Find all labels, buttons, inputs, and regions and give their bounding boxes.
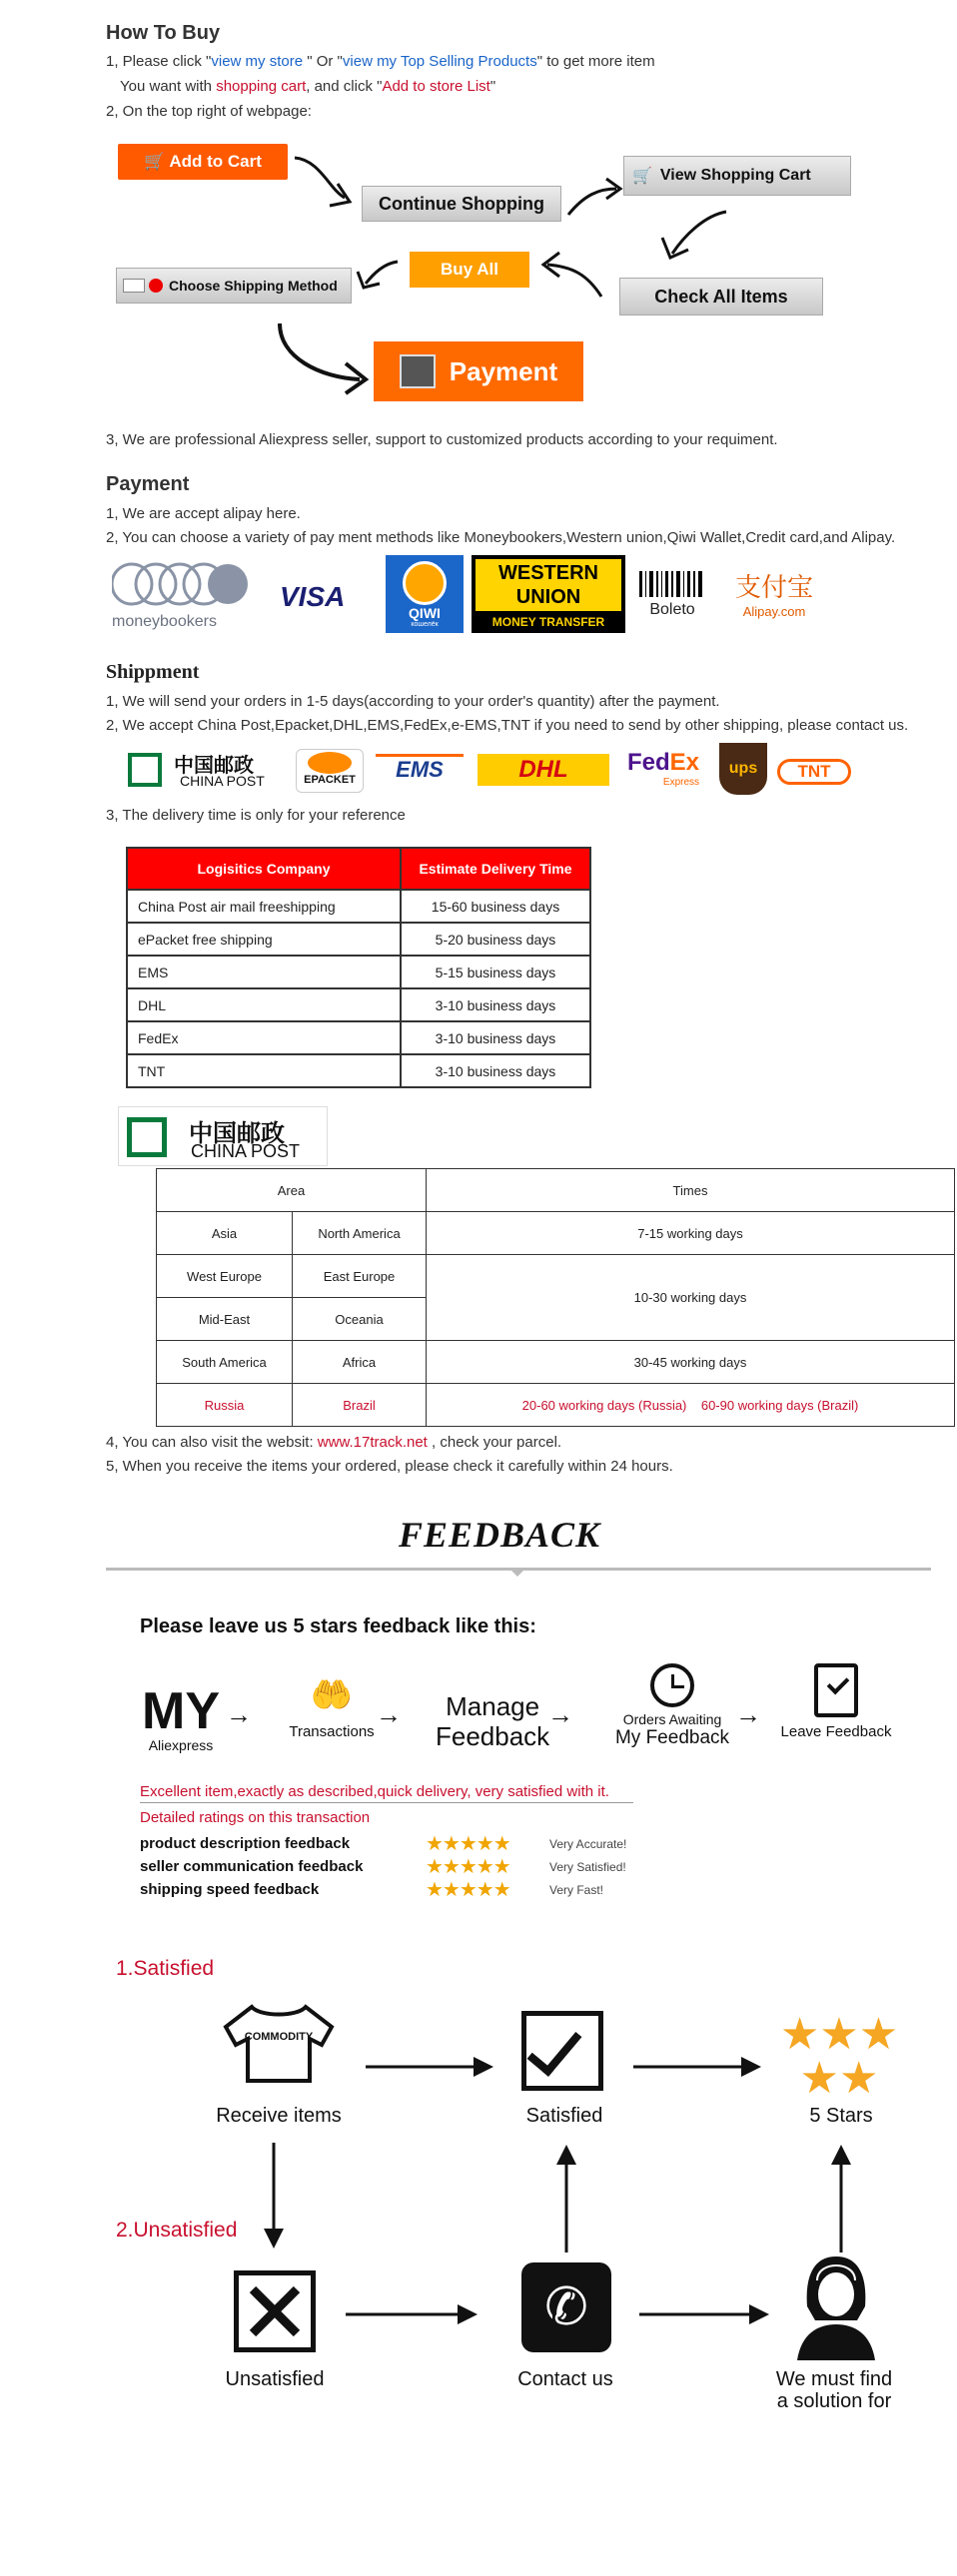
divider-notch-icon — [509, 1569, 525, 1577]
shipment-line4 — [106, 1434, 561, 1451]
payment-line1: 1, We are accept alipay here. — [106, 505, 301, 522]
line2-text-c: " — [489, 78, 496, 95]
table-row — [157, 1341, 955, 1384]
my-aliexpress-step — [142, 1682, 220, 1753]
western-union-logo — [472, 555, 625, 633]
fedex-logo — [627, 749, 699, 788]
table-header-company: Logisitics Company — [127, 848, 401, 890]
qiwi-logo — [386, 555, 464, 633]
dhl-logo: DHL — [478, 754, 609, 786]
buy-all-button[interactable]: Buy All — [410, 252, 529, 288]
tshirt-icon — [212, 2001, 346, 2085]
unsatisfied-label: Unsatisfied — [225, 2368, 325, 2390]
arrow-right-icon — [639, 2302, 773, 2326]
table-row — [127, 956, 590, 988]
arrow-right-icon: → — [735, 1699, 761, 1729]
payment-label: Payment — [449, 355, 558, 386]
fedex-text-b: Ex — [669, 749, 700, 776]
china-post-emblem-icon — [128, 753, 162, 787]
feedback-title: FEEDBACK — [398, 1515, 601, 1555]
arrow-up-icon — [829, 2143, 853, 2253]
moneybookers-text: moneybookers — [112, 613, 217, 630]
two-stars-icon: ★★ — [799, 2054, 879, 2103]
table-header-times: Times — [427, 1169, 955, 1212]
curved-arrow-icon — [537, 245, 607, 305]
table-cell: East Europe — [293, 1255, 427, 1298]
china-post-cn: 中国邮政 — [174, 755, 254, 777]
continue-shopping-button[interactable]: Continue Shopping — [362, 186, 561, 222]
five-stars-icon: ★★★★★ — [426, 1833, 510, 1855]
china-post-cn-large: 中国邮政 — [189, 1120, 285, 1147]
satisfied-label: Satisfied — [525, 2105, 603, 2127]
table-cell: 3-10 business days — [401, 1054, 590, 1087]
rating-value: Very Satisfied! — [549, 1860, 626, 1874]
curved-arrow-icon — [354, 254, 404, 294]
manage-text-2: Feedback — [436, 1721, 550, 1751]
view-shopping-cart-button[interactable] — [623, 156, 851, 196]
add-to-cart-button[interactable] — [118, 144, 288, 180]
view-store-link[interactable]: view my store — [211, 53, 304, 70]
orders-awaiting-step — [603, 1663, 741, 1749]
table-cell: Africa — [293, 1341, 427, 1384]
table-row — [127, 1054, 590, 1087]
table-row — [157, 1169, 955, 1212]
unsatisfied-title: 2.Unsatisfied — [116, 2219, 238, 2242]
rating-row — [140, 1879, 659, 1902]
ratings-list — [140, 1833, 659, 1902]
table-cell: ePacket free shipping — [127, 923, 401, 956]
solution-label — [759, 2368, 909, 2412]
table-cell: TNT — [127, 1054, 401, 1087]
add-to-store-list-link[interactable]: Add to store List — [382, 78, 490, 95]
shipment-line5: 5, When you receive the items your ordered, please check it carefully within 24 hours. — [106, 1458, 673, 1475]
table-cell: South America — [157, 1341, 293, 1384]
shipment-line1: 1, We will send your orders in 1-5 days(according to your order's quantity) after the payment. — [106, 693, 720, 710]
line4-text-a: 4, You can also visit the websit: — [106, 1434, 318, 1451]
table-row — [127, 923, 590, 956]
contact-us-label[interactable]: Contact us — [517, 2368, 613, 2390]
table-cell: Russia — [157, 1384, 293, 1427]
table-cell: Brazil — [293, 1384, 427, 1427]
table-row — [127, 1021, 590, 1054]
table-cell: China Post air mail freeshipping — [127, 890, 401, 923]
china-post-logo — [128, 749, 278, 793]
feedback-prompt: Please leave us 5 stars feedback like this: — [140, 1615, 536, 1637]
five-stars-graphic — [777, 2010, 901, 2103]
china-post-header-logo — [118, 1106, 328, 1166]
table-header-time: Estimate Delivery Time — [401, 848, 590, 890]
detailed-ratings: Detailed ratings on this transaction — [140, 1809, 371, 1826]
table-row — [157, 1384, 955, 1427]
shipment-line2: 2, We accept China Post,Epacket,DHL,EMS,FedEx,e-EMS,TNT if you need to send by other shipping, please contact us. — [106, 717, 909, 734]
support-agent-icon — [791, 2251, 881, 2360]
alipay-cn-text: 支付宝 — [735, 573, 814, 603]
transactions-text: Transactions — [289, 1723, 375, 1740]
checkbox-checked-icon — [521, 2011, 603, 2091]
table-cell: 10-30 working days — [427, 1255, 955, 1341]
arrow-right-icon — [346, 2302, 481, 2326]
x-box-icon — [234, 2270, 316, 2352]
table-row — [157, 1212, 955, 1255]
excellent-review — [140, 1783, 633, 1803]
check-all-items-button[interactable]: Check All Items — [619, 278, 823, 316]
five-stars-icon: ★★★★★ — [426, 1856, 510, 1878]
visa-logo: VISA — [280, 581, 346, 612]
table-row — [127, 988, 590, 1021]
epacket-icon — [308, 752, 352, 774]
rating-label: seller communication feedback — [140, 1858, 364, 1875]
table-cell: West Europe — [157, 1255, 293, 1298]
payment-title: Payment — [106, 473, 190, 495]
my-text: MY — [142, 1682, 220, 1740]
transactions-step — [284, 1673, 380, 1740]
table-cell: North America — [293, 1212, 427, 1255]
alipay-en-text: Alipay.com — [742, 604, 806, 619]
choose-shipping-method-button[interactable] — [116, 268, 352, 304]
arrow-up-icon — [554, 2143, 578, 2253]
table-cell: Oceania — [293, 1298, 427, 1341]
how-to-buy-line1 — [106, 53, 655, 70]
excellent-text: Excellent item,exactly as described,quick delivery, very satisfied with it. — [140, 1783, 609, 1800]
ems-text: EMS — [396, 757, 444, 782]
qiwi-text: QIWI — [409, 605, 441, 621]
top-selling-link[interactable]: view my Top Selling Products — [342, 53, 537, 70]
wu-text-2: UNION — [515, 586, 581, 608]
china-post-emblem-icon — [127, 1117, 167, 1157]
17track-link[interactable]: www.17track.net — [317, 1434, 428, 1451]
cart-icon: 🛒 — [144, 152, 166, 171]
boleto-text: Boleto — [649, 601, 695, 618]
table-header-row — [127, 848, 590, 890]
china-post-en-large: CHINA POST — [191, 1141, 301, 1161]
rating-row — [140, 1856, 659, 1879]
how-to-buy-line3: 2, On the top right of webpage: — [106, 103, 312, 120]
choose-shipping-label: Choose Shipping Method — [169, 278, 338, 294]
aliexpress-text: Aliexpress — [148, 1737, 214, 1753]
commodity-step — [212, 2001, 346, 2111]
table-cell: 20-60 working days (Russia) 60-90 working days (Brazil) — [427, 1384, 955, 1427]
how-to-buy-title: How To Buy — [106, 22, 221, 44]
table-cell: 7-15 working days — [427, 1212, 955, 1255]
rating-label: product description feedback — [140, 1835, 351, 1852]
table-cell: FedEx — [127, 1021, 401, 1054]
three-stars-icon: ★★★ — [779, 2010, 899, 2059]
moneybookers-icon — [112, 559, 248, 609]
hand-money-icon: 🤲 — [310, 1676, 354, 1714]
orders-text-1: Orders Awaiting — [622, 1711, 722, 1727]
manage-text-1: Manage — [446, 1691, 540, 1721]
table-cell: DHL — [127, 988, 401, 1021]
visa-card-icon — [123, 279, 145, 293]
curved-arrow-icon — [654, 206, 734, 266]
arrow-right-icon — [366, 2055, 495, 2079]
table-cell: 5-20 business days — [401, 923, 590, 956]
wu-text-1: WESTERN — [498, 562, 598, 584]
wu-text-3: MONEY TRANSFER — [491, 615, 605, 629]
arrow-right-icon: → — [226, 1699, 252, 1729]
table-cell: 30-45 working days — [427, 1341, 955, 1384]
table-cell: 5-15 business days — [401, 956, 590, 988]
clipboard-check-icon — [814, 1663, 858, 1717]
ems-logo — [376, 747, 464, 793]
barcode-icon — [637, 571, 707, 597]
orders-text-2: My Feedback — [614, 1727, 730, 1748]
epacket-text: EPACKET — [304, 774, 356, 786]
line1-text-b: " Or " — [303, 53, 343, 70]
delivery-time-table — [126, 847, 591, 1088]
cash-register-icon — [400, 354, 436, 388]
line1-text-a: 1, Please click " — [106, 53, 212, 70]
epacket-logo — [296, 749, 364, 793]
qiwi-icon — [403, 561, 447, 605]
line2-text-a: You want with — [120, 78, 217, 95]
china-post-en: CHINA POST — [180, 773, 265, 789]
moneybookers-logo — [112, 559, 248, 631]
fedex-text-a: Fed — [627, 749, 670, 776]
clock-icon — [650, 1663, 694, 1707]
arrow-right-icon: → — [376, 1699, 402, 1729]
curved-arrow-icon — [270, 318, 380, 397]
table-cell: Mid-East — [157, 1298, 293, 1341]
fedex-sub: Express — [662, 777, 700, 788]
table-row — [157, 1255, 955, 1298]
five-stars-icon: ★★★★★ — [426, 1879, 510, 1901]
arrow-right-icon — [633, 2055, 763, 2079]
china-post-area-table — [156, 1168, 955, 1427]
boleto-logo — [635, 571, 709, 617]
alipay-logo — [735, 567, 813, 619]
leave-feedback-step — [771, 1663, 901, 1740]
cart-icon: 🛒 — [632, 168, 652, 185]
rating-row — [140, 1833, 659, 1856]
tnt-logo: TNT — [777, 759, 851, 785]
add-to-cart-label: Add to Cart — [169, 152, 262, 171]
table-row — [127, 890, 590, 923]
table-cell: EMS — [127, 956, 401, 988]
five-stars-label: 5 Stars — [809, 2105, 873, 2127]
qiwi-subtext: кошелёк — [411, 621, 439, 628]
table-cell: 3-10 business days — [401, 988, 590, 1021]
solution-text-1: We must find — [775, 2368, 893, 2390]
table-cell: Asia — [157, 1212, 293, 1255]
receive-items-label: Receive items — [216, 2105, 342, 2127]
rating-value: Very Fast! — [549, 1883, 604, 1897]
shipment-title: Shippment — [106, 661, 200, 683]
shopping-cart-link[interactable]: shopping cart — [216, 78, 307, 95]
rating-label: shipping speed feedback — [140, 1881, 320, 1898]
arrow-down-icon — [262, 2143, 286, 2253]
mastercard-icon — [149, 279, 163, 293]
ems-stripe-icon — [376, 747, 464, 757]
how-to-buy-line2 — [120, 78, 495, 95]
arrow-right-icon: → — [547, 1699, 573, 1729]
solution-text-2: a solution for — [776, 2390, 892, 2412]
table-header-area: Area — [157, 1169, 427, 1212]
curved-arrow-icon — [290, 150, 370, 220]
curved-arrow-icon — [564, 175, 624, 225]
table-cell: 3-10 business days — [401, 1021, 590, 1054]
how-to-buy-line4: 3, We are professional Aliexpress seller, support to customized products according to your requiment. — [106, 431, 778, 448]
manage-feedback-step — [436, 1691, 549, 1751]
shipment-line3: 3, The delivery time is only for your reference — [106, 807, 406, 824]
leave-text: Leave Feedback — [780, 1723, 892, 1740]
rating-value: Very Accurate! — [549, 1837, 627, 1851]
payment-button[interactable] — [374, 341, 583, 401]
line1-text-c: " to get more item — [536, 53, 655, 70]
line4-text-b: , check your parcel. — [427, 1434, 562, 1451]
line2-text-b: , and click " — [306, 78, 383, 95]
table-cell: 15-60 business days — [401, 890, 590, 923]
payment-line2: 2, You can choose a variety of pay ment methods like Moneybookers,Western union,Qiwi Wallet,Credit card,and Alipay. — [106, 529, 896, 546]
view-cart-label: View Shopping Cart — [659, 167, 811, 184]
commodity-text: COMMODITY — [244, 2031, 314, 2043]
ups-logo: ups — [719, 743, 767, 795]
phone-icon[interactable]: ✆ — [521, 2262, 611, 2352]
satisfied-title: 1.Satisfied — [116, 1957, 215, 1980]
